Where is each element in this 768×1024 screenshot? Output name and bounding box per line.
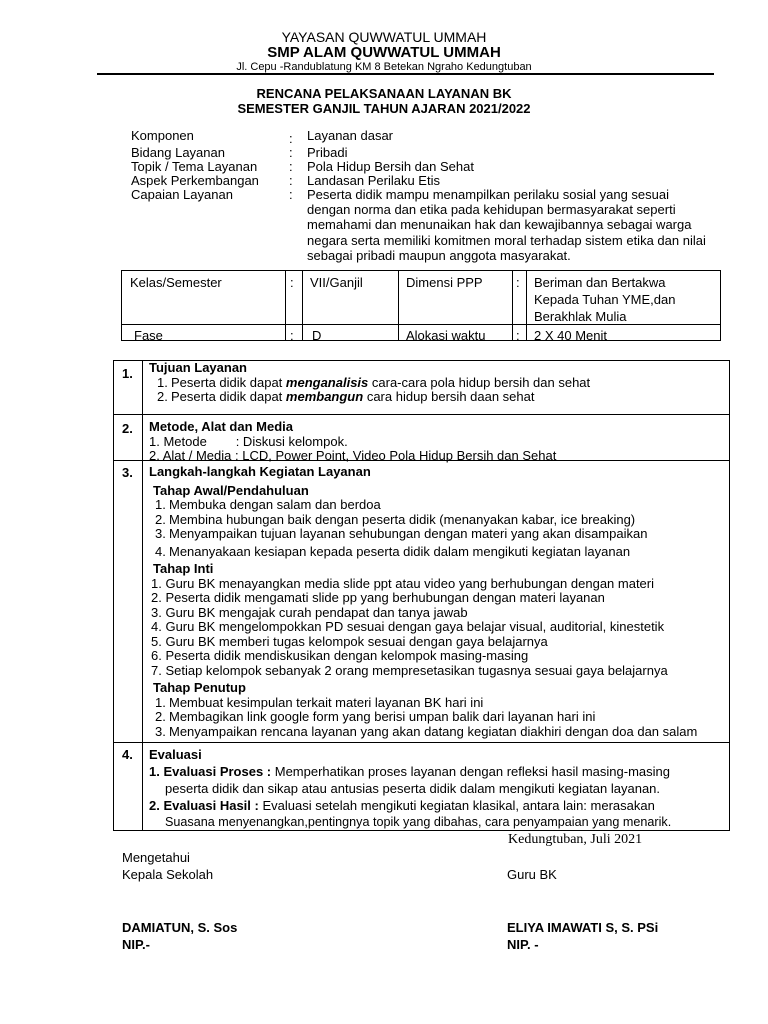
list-item: 1. Membuat kesimpulan terkait materi layanan BK hari ini (155, 694, 484, 710)
section-evaluasi (149, 746, 727, 831)
section-title: Metode, Alat dan Media (149, 419, 293, 434)
topik-label: Topik / Tema Layanan (131, 159, 258, 174)
dimensi-label: Dimensi PPP (406, 275, 483, 290)
school-address: Jl. Cepu -Randublatung KM 8 Betekan Ngraho Kedungtuban (236, 61, 532, 73)
document-subtitle: SEMESTER GANJIL TAHUN AJARAN 2021/2022 (237, 101, 531, 116)
mengetahui-label: Mengetahui (122, 850, 190, 865)
list-item: 6. Peserta didik mendiskusikan dengan kelompok masing-masing (151, 648, 529, 663)
class-info-table (121, 270, 721, 341)
evaluasi-hasil-cont: Suasana menyenangkan,pentingnya topik yang dibahas, cara penyampaian yang menarik. (165, 815, 672, 829)
foundation-name: YAYASAN QUWWATUL UMMAH (281, 29, 487, 45)
fase-value: D (312, 328, 322, 343)
guru-bk-label: Guru BK (507, 867, 557, 882)
capaian-label: Capaian Layanan (131, 187, 233, 202)
colon: : (289, 159, 293, 174)
topik-value: Pola Hidup Bersih dan Sehat (307, 159, 474, 174)
table-divider (526, 271, 527, 340)
komponen-value: Layanan dasar (307, 128, 394, 143)
list-item: 2. Peserta didik dapat membangun cara hidup bersih daan sehat (157, 389, 535, 404)
section-title: Evaluasi (149, 747, 202, 762)
guru-bk-nip: NIP. - (507, 937, 539, 952)
school-name: SMP ALAM QUWWATUL UMMAH (267, 44, 501, 61)
header-divider (97, 73, 714, 75)
aspek-value: Landasan Perilaku Etis (307, 173, 440, 188)
list-item: 5. Guru BK memberi tugas kelompok sesuai dengan gaya belajarnya (151, 633, 548, 649)
section-langkah (149, 465, 727, 739)
section-title: Langkah-langkah Kegiatan Layanan (149, 464, 371, 479)
media-line: 2. Alat / Media : LCD, Power Point, Video Pola Hidup Bersih dan Sehat (149, 448, 557, 463)
section-metode (149, 420, 727, 464)
list-item: 4. Menanyakaan kesiapan kepada peserta didik dalam mengikuti kegiatan layanan (155, 543, 631, 559)
section-number: 1. (122, 366, 133, 381)
place-date: Kedungtuban, Juli 2021 (508, 832, 643, 847)
tahap-penutup-title: Tahap Penutup (153, 680, 246, 695)
list-item: 3. Guru BK mengajak curah pendapat dan tanya jawab (151, 604, 468, 620)
kelas-label: Kelas/Semester (130, 275, 222, 290)
colon: : (289, 131, 293, 146)
kepala-sekolah-label: Kepala Sekolah (122, 867, 214, 882)
colon: : (289, 145, 293, 160)
section-number: 2. (122, 421, 133, 436)
evaluasi-proses-cont: peserta didik dan sikap atau antusias peserta didik dalam mengikuti kegiatan layanan. (165, 781, 661, 796)
colon: : (516, 328, 520, 343)
metode-line: 1. Metode : Diskusi kelompok. (149, 433, 348, 449)
dimensi-value: Beriman dan Bertakwa Kepada Tuhan YME,dan Berakhlak Mulia (534, 275, 676, 324)
tahap-awal-title: Tahap Awal/Pendahuluan (153, 482, 309, 498)
alokasi-value: 2 X 40 Menit (534, 328, 607, 343)
table-divider (398, 271, 399, 340)
activity-plan-table (113, 360, 730, 831)
fase-label: Fase (134, 328, 163, 343)
kelas-value: VII/Ganjil (310, 275, 363, 290)
capaian-value: Peserta didik mampu menampilkan perilaku sosial yang sesuai dengan norma dan etika pada kehidupan bermasyarakat seperti memahami dan menunaikan hak dan kewajibannya sebagai warga negara serta memiliki komitmen moral terhadap sistem etika dan nilai sebagai pribadi maupun anggota masyarakat. (307, 187, 706, 263)
list-item: 2. Peserta didik mengamati slide pp yang berhubungan dengan materi layanan (151, 590, 605, 605)
list-item: 1. Membuka dengan salam dan berdoa (155, 497, 381, 512)
colon: : (289, 173, 293, 188)
komponen-label: Komponen (131, 128, 194, 143)
section-number: 3. (122, 465, 133, 480)
list-item: 2. Membagikan link google form yang berisi umpan balik dari layanan hari ini (155, 709, 596, 724)
list-item: 3. Menyampaikan tujuan layanan sehubungan dengan materi yang akan disampaikan (155, 526, 648, 541)
list-item: 1. Peserta didik dapat menganalisis cara-cara pola hidup bersih dan sehat (157, 374, 591, 390)
bidang-value: Pribadi (307, 145, 348, 160)
document-title: RENCANA PELAKSANAAN LAYANAN BK (256, 86, 512, 101)
section-tujuan (149, 361, 727, 405)
colon: : (290, 328, 294, 343)
table-divider (302, 271, 303, 340)
list-item: 1. Guru BK menayangkan media slide ppt atau video yang berhubungan dengan materi (151, 575, 655, 591)
colon: : (289, 187, 293, 202)
guru-bk-name: ELIYA IMAWATI S, S. PSi (507, 920, 659, 935)
section-title: Tujuan Layanan (149, 360, 247, 375)
section-number: 4. (122, 747, 133, 762)
table-divider (512, 271, 513, 340)
colon: : (516, 275, 520, 290)
table-divider (285, 271, 286, 340)
table-divider (142, 361, 143, 830)
alokasi-label: Alokasi waktu (406, 328, 486, 343)
table-divider (114, 742, 729, 743)
evaluasi-hasil: 2. Evaluasi Hasil : Evaluasi setelah mengikuti kegiatan klasikal, antara lain: merasakan (149, 798, 655, 813)
list-item: 7. Setiap kelompok sebanyak 2 orang mempresetasikan tugasnya sesuai gaya belajarnya (151, 662, 668, 678)
list-item: 4. Guru BK mengelompokkan PD sesuai dengan gaya belajar visual, auditorial, kinestetik (151, 619, 665, 634)
kepala-sekolah-nip: NIP.- (122, 937, 150, 952)
evaluasi-proses: 1. Evaluasi Proses : Memperhatikan proses layanan dengan refleksi hasil masing-masing (149, 764, 670, 779)
aspek-label: Aspek Perkembangan (131, 173, 259, 188)
bidang-label: Bidang Layanan (131, 145, 225, 160)
table-divider (114, 414, 729, 415)
list-item: 2. Membina hubungan baik dengan peserta didik (menanyakan kabar, ice breaking) (155, 511, 636, 527)
list-item: 3. Menyampaikan rencana layanan yang akan datang kegiatan diakhiri dengan doa dan salam (155, 723, 698, 739)
kepala-sekolah-name: DAMIATUN, S. Sos (122, 920, 238, 935)
tahap-inti-title: Tahap Inti (153, 561, 214, 576)
colon: : (290, 275, 294, 290)
